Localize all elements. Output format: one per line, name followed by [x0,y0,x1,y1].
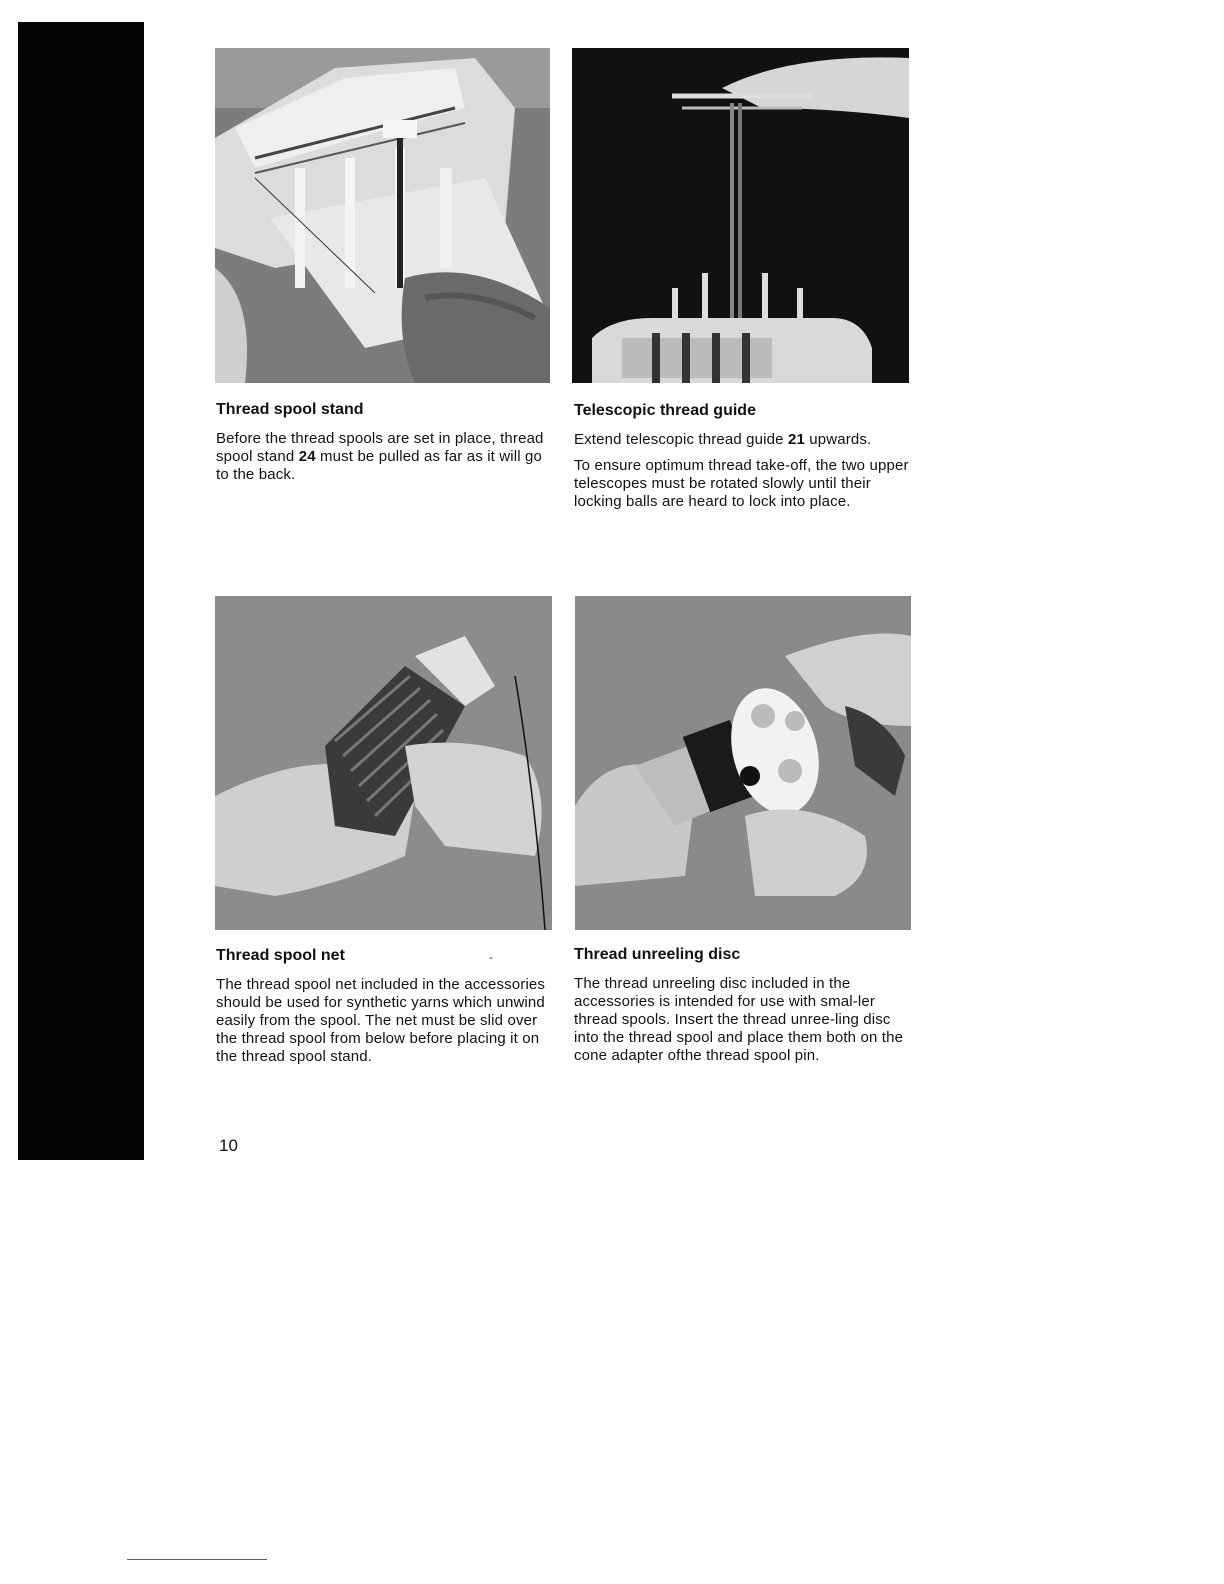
part-number: 21 [787,431,805,448]
section-title: Thread spool net [216,947,345,964]
photo-telescopic-thread-guide [572,48,909,383]
photo-thread-spool-net-illustration [215,596,552,930]
photo-thread-spool-net [215,596,552,930]
section-title: Telescopic thread guide [574,402,756,419]
section-paragraph: To ensure optimum thread take-off, the two upper telescopes must be rotated slowly until their locking balls are heard to lock into place. [574,457,909,510]
section-thread-spool-net [216,946,558,1074]
bottom-rule [127,1559,267,1560]
section-paragraph: The thread unreeling disc included in the accessories is intended for use with smal-ler thread spools. Insert the thread unree-ling disc into the thread spool and place them both on the cone adapter ofthe thread spool pin. [574,975,904,1064]
section-paragraph: The thread spool net included in the accessories should be used for synthetic yarns which unwind easily from the spool. The net must be slid over the thread spool from below before placing it on the thread spool stand. [216,976,546,1065]
photo-thread-spool-stand-illustration [215,48,550,383]
stray-mark: - [489,950,493,964]
section-thread-unreeling-disc [574,945,914,1073]
section-title: Thread spool stand [216,401,364,418]
section-title: Thread unreeling disc [574,946,741,963]
section-thread-spool-stand [216,400,556,492]
part-number: 24 [298,448,316,465]
photo-telescopic-thread-guide-illustration [572,48,909,383]
section-paragraph: Extend telescopic thread guide 21 upwards. [574,431,872,448]
photo-thread-unreeling-disc-illustration [575,596,911,930]
section-paragraph: Before the thread spools are set in place, thread spool stand 24 must be pulled as far as it will go to the back. [216,430,544,483]
binding-edge [18,22,144,1160]
page-number: 10 [219,1136,238,1155]
photo-thread-unreeling-disc [575,596,911,930]
section-telescopic-thread-guide [574,401,914,519]
photo-thread-spool-stand [215,48,550,383]
